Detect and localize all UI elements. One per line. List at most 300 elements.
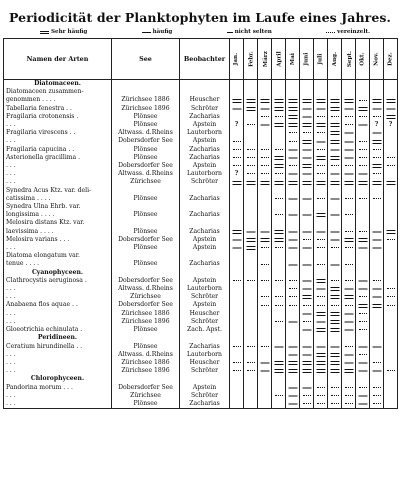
month-cell	[244, 211, 258, 219]
month-cell	[314, 318, 328, 326]
month-cell	[258, 187, 272, 195]
abundance-sehr-haeufig	[316, 353, 325, 357]
month-cell	[286, 80, 300, 89]
abundance-vereinzelt	[331, 387, 339, 389]
month-cell	[356, 252, 370, 260]
month-cell	[244, 400, 258, 409]
lake-cell: Plönsee	[112, 121, 180, 129]
observer-cell	[180, 252, 230, 260]
month-cell	[370, 252, 384, 260]
abundance-sehr-haeufig	[330, 107, 339, 111]
table-row	[4, 277, 398, 285]
month-cell	[370, 211, 384, 219]
abundance-haeufig	[302, 231, 311, 232]
month-cell	[230, 154, 244, 162]
month-cell	[286, 293, 300, 301]
month-cell	[342, 121, 356, 129]
month-cell	[314, 375, 328, 383]
month-cell	[314, 137, 328, 145]
month-cell	[244, 195, 258, 203]
header-month: Mai	[286, 39, 300, 80]
lake-cell: Plönsee	[112, 343, 180, 351]
month-cell	[314, 326, 328, 334]
abundance-sehr-haeufig	[302, 295, 311, 299]
abundance-vereinzelt	[275, 214, 283, 216]
observer-cell: Schröter	[180, 318, 230, 326]
month-cell	[272, 334, 286, 342]
month-cell	[258, 96, 272, 104]
table-row	[4, 88, 398, 96]
month-cell	[342, 293, 356, 301]
lake-cell: Plönsee	[112, 211, 180, 219]
month-cell	[342, 96, 356, 104]
month-cell	[356, 187, 370, 195]
month-cell	[328, 211, 342, 219]
month-cell	[314, 146, 328, 154]
abundance-vereinzelt	[289, 296, 297, 298]
month-cell	[272, 318, 286, 326]
month-cell	[244, 146, 258, 154]
abundance-vereinzelt	[359, 116, 367, 118]
month-cell	[384, 236, 398, 244]
month-cell	[230, 228, 244, 236]
month-cell	[342, 129, 356, 137]
observer-cell: Lauterborn	[180, 351, 230, 359]
month-cell	[272, 129, 286, 137]
month-cell	[384, 129, 398, 137]
month-cell	[230, 260, 244, 268]
month-cell	[342, 384, 356, 392]
observer-cell	[180, 219, 230, 227]
month-cell	[384, 137, 398, 145]
month-cell	[272, 80, 286, 89]
month-cell	[258, 162, 272, 170]
month-cell	[286, 219, 300, 227]
abundance-haeufig	[358, 371, 367, 372]
abundance-vereinzelt	[359, 329, 367, 331]
lake-cell: Zürichsee	[112, 392, 180, 400]
dash-symbol	[227, 32, 233, 33]
month-cell	[258, 228, 272, 236]
month-cell	[328, 236, 342, 244]
month-cell	[370, 137, 384, 145]
month-cell	[342, 326, 356, 334]
month-cell	[300, 178, 314, 186]
month-cell	[314, 228, 328, 236]
observer-cell: Lauterborn	[180, 129, 230, 137]
section-title: Chlorophyceen.	[4, 375, 112, 383]
abundance-haeufig	[330, 198, 339, 199]
month-cell	[286, 170, 300, 178]
month-cell	[370, 113, 384, 121]
abundance-vereinzelt	[289, 305, 297, 307]
abundance-haeufig	[288, 387, 297, 388]
month-cell	[342, 236, 356, 244]
abundance-vereinzelt	[345, 214, 353, 216]
abundance-haeufig	[302, 313, 311, 314]
month-cell	[286, 318, 300, 326]
month-cell	[272, 285, 286, 293]
abundance-sehr-haeufig	[274, 369, 283, 373]
month-cell	[370, 244, 384, 252]
month-cell	[356, 211, 370, 219]
observer-cell: Zacharias	[180, 211, 230, 219]
abundance-vereinzelt	[331, 280, 339, 282]
month-cell	[342, 367, 356, 375]
month-cell	[314, 211, 328, 219]
legend-label: häufig	[152, 29, 173, 35]
month-cell	[328, 301, 342, 309]
month-cell	[356, 367, 370, 375]
abundance-vereinzelt	[247, 362, 255, 364]
abundance-haeufig	[358, 404, 367, 405]
month-cell	[314, 236, 328, 244]
abundance-vereinzelt	[345, 116, 353, 118]
month-cell	[300, 269, 314, 277]
abundance-vereinzelt	[331, 247, 339, 249]
abundance-sehr-haeufig	[246, 181, 255, 185]
month-cell	[356, 301, 370, 309]
month-cell	[328, 187, 342, 195]
month-cell	[272, 170, 286, 178]
abundance-haeufig	[372, 297, 381, 298]
month-cell	[328, 154, 342, 162]
abundance-vereinzelt	[303, 239, 311, 241]
abundance-vereinzelt	[233, 165, 241, 167]
abundance-sehr-haeufig	[386, 115, 395, 119]
month-cell	[342, 170, 356, 178]
abundance-haeufig	[316, 289, 325, 290]
month-cell	[230, 121, 244, 129]
month-cell	[300, 310, 314, 318]
abundance-vereinzelt	[247, 370, 255, 372]
month-cell	[286, 187, 300, 195]
month-cell	[384, 121, 398, 129]
month-cell	[314, 301, 328, 309]
table-row	[4, 260, 398, 268]
month-cell	[370, 293, 384, 301]
abundance-sehr-haeufig	[316, 369, 325, 373]
month-cell	[356, 154, 370, 162]
observer-cell: Apstein	[180, 236, 230, 244]
abundance-haeufig	[344, 157, 353, 158]
abundance-vereinzelt	[275, 280, 283, 282]
abundance-haeufig	[344, 133, 353, 134]
month-cell	[342, 359, 356, 367]
abundance-sehr-haeufig	[316, 156, 325, 160]
abundance-vereinzelt	[317, 305, 325, 307]
abundance-haeufig	[372, 231, 381, 232]
month-cell	[314, 293, 328, 301]
table-row	[4, 351, 398, 359]
abundance-sehr-haeufig	[302, 99, 311, 103]
month-cell	[342, 351, 356, 359]
month-cell	[314, 187, 328, 195]
abundance-vereinzelt	[261, 264, 269, 266]
month-cell	[244, 310, 258, 318]
month-cell	[258, 170, 272, 178]
observer-cell: Zacharias	[180, 343, 230, 351]
abundance-vereinzelt	[373, 198, 381, 200]
month-cell	[300, 301, 314, 309]
abundance-sehr-haeufig	[288, 107, 297, 111]
abundance-vereinzelt	[317, 387, 325, 389]
abundance-haeufig	[344, 354, 353, 355]
abundance-haeufig	[302, 108, 311, 109]
month-cell	[258, 203, 272, 211]
month-cell	[356, 277, 370, 285]
abundance-sehr-haeufig	[302, 181, 311, 185]
month-cell	[314, 219, 328, 227]
month-cell	[258, 80, 272, 89]
month-cell	[328, 105, 342, 113]
abundance-vereinzelt	[359, 231, 367, 233]
month-cell	[342, 219, 356, 227]
header-month: Okt.	[356, 39, 370, 80]
abundance-vereinzelt	[275, 296, 283, 298]
observer-cell: Zacharias	[180, 146, 230, 154]
month-cell	[384, 318, 398, 326]
abundance-haeufig	[302, 116, 311, 117]
species-name: Diatoma elongatum var.	[4, 252, 112, 260]
month-cell	[342, 178, 356, 186]
species-name: Ceratium hirundinella . .	[4, 343, 112, 351]
section-title: Diatomaceen.	[4, 80, 112, 89]
month-cell	[230, 170, 244, 178]
month-cell	[370, 203, 384, 211]
abundance-vereinzelt	[303, 305, 311, 307]
abundance-sehr-haeufig	[330, 369, 339, 373]
month-cell	[230, 178, 244, 186]
month-cell	[286, 146, 300, 154]
month-cell	[356, 343, 370, 351]
month-cell	[356, 105, 370, 113]
abundance-vereinzelt	[317, 173, 325, 175]
lake-cell: Plönsee	[112, 146, 180, 154]
abundance-sehr-haeufig	[330, 287, 339, 291]
table-row	[4, 121, 398, 129]
month-cell	[286, 384, 300, 392]
month-cell	[286, 203, 300, 211]
abundance-haeufig	[316, 321, 325, 322]
abundance-sehr-haeufig	[372, 164, 381, 168]
abundance-vereinzelt	[275, 116, 283, 118]
month-cell	[244, 113, 258, 121]
abundance-vereinzelt	[317, 264, 325, 266]
month-cell	[286, 178, 300, 186]
abundance-sehr-haeufig	[344, 181, 353, 185]
abundance-vereinzelt	[373, 280, 381, 282]
month-cell	[314, 392, 328, 400]
month-cell	[300, 244, 314, 252]
month-cell	[356, 260, 370, 268]
month-cell	[286, 269, 300, 277]
table-row	[4, 285, 398, 293]
abundance-vereinzelt	[331, 403, 339, 405]
month-cell	[258, 129, 272, 137]
lake-cell: Dobersdorfer See	[112, 236, 180, 244]
month-cell	[356, 195, 370, 203]
abundance-vereinzelt	[317, 165, 325, 167]
month-cell	[328, 80, 342, 89]
month-cell	[300, 113, 314, 121]
month-cell	[244, 285, 258, 293]
month-cell	[356, 236, 370, 244]
abundance-sehr-haeufig	[344, 295, 353, 299]
abundance-vereinzelt	[387, 165, 395, 167]
abundance-sehr-haeufig	[330, 140, 339, 144]
abundance-haeufig	[372, 239, 381, 240]
abundance-haeufig	[302, 215, 311, 216]
month-cell	[300, 384, 314, 392]
month-cell	[230, 211, 244, 219]
observer-cell: Apstein	[180, 137, 230, 145]
lake-cell: Plönsee	[112, 244, 180, 252]
abundance-haeufig	[260, 231, 269, 232]
species-name: . . .	[4, 162, 112, 170]
month-cell	[370, 219, 384, 227]
month-cell	[328, 260, 342, 268]
abundance-vereinzelt	[345, 346, 353, 348]
section-row	[4, 334, 398, 342]
month-cell	[384, 162, 398, 170]
abundance-sehr-haeufig	[246, 107, 255, 111]
abundance-haeufig	[288, 264, 297, 265]
abundance-vereinzelt	[289, 132, 297, 134]
abundance-haeufig	[372, 346, 381, 347]
abundance-haeufig	[302, 264, 311, 265]
month-cell	[258, 113, 272, 121]
abundance-vereinzelt	[373, 157, 381, 159]
abundance-haeufig	[302, 157, 311, 158]
lake-cell: Dobersdorfer See	[112, 277, 180, 285]
month-cell	[230, 129, 244, 137]
month-cell	[258, 219, 272, 227]
species-name: . . .	[4, 318, 112, 326]
abundance-haeufig	[344, 330, 353, 331]
month-cell	[356, 146, 370, 154]
month-cell	[230, 359, 244, 367]
abundance-haeufig	[344, 174, 353, 175]
abundance-vereinzelt	[317, 198, 325, 200]
month-cell	[342, 105, 356, 113]
abundance-sehr-haeufig	[344, 99, 353, 103]
month-cell	[342, 375, 356, 383]
month-cell	[370, 121, 384, 129]
month-cell	[384, 260, 398, 268]
abundance-sehr-haeufig	[330, 295, 339, 299]
month-cell	[328, 146, 342, 154]
species-name: Synedra Ulna Ehrb. var.	[4, 203, 112, 211]
month-cell	[230, 252, 244, 260]
observer-cell: Schröter	[180, 392, 230, 400]
abundance-vereinzelt	[345, 403, 353, 405]
month-cell	[370, 310, 384, 318]
abundance-sehr-haeufig	[330, 312, 339, 316]
abundance-vereinzelt	[247, 124, 255, 126]
month-cell	[286, 121, 300, 129]
abundance-sehr-haeufig	[344, 238, 353, 242]
observer-cell: Zacharias	[180, 260, 230, 268]
abundance-haeufig	[232, 239, 241, 240]
month-cell	[300, 129, 314, 137]
month-cell	[230, 96, 244, 104]
month-cell	[370, 154, 384, 162]
abundance-vereinzelt	[233, 346, 241, 348]
month-cell	[230, 269, 244, 277]
abundance-vereinzelt	[261, 280, 269, 282]
month-cell	[300, 195, 314, 203]
month-cell	[328, 293, 342, 301]
month-cell	[272, 195, 286, 203]
lake-cell	[112, 334, 180, 342]
month-cell	[370, 187, 384, 195]
abundance-haeufig	[288, 215, 297, 216]
abundance-sehr-haeufig	[386, 230, 395, 234]
lake-cell: Altwass. d.Rheins	[112, 351, 180, 359]
month-cell	[370, 277, 384, 285]
species-name: Fragilaria crotonensis .	[4, 113, 112, 121]
month-cell	[314, 277, 328, 285]
abundance-sehr-haeufig	[330, 99, 339, 103]
abundance-sehr-haeufig	[302, 140, 311, 144]
abundance-vereinzelt	[359, 313, 367, 315]
month-cell	[286, 154, 300, 162]
header-see: See	[112, 39, 180, 80]
month-cell	[230, 195, 244, 203]
table-row	[4, 301, 398, 309]
month-cell	[230, 236, 244, 244]
observer-cell: Apstein	[180, 384, 230, 392]
table-row	[4, 367, 398, 375]
month-cell	[286, 375, 300, 383]
abundance-vereinzelt	[317, 395, 325, 397]
month-cell	[384, 195, 398, 203]
month-cell	[286, 96, 300, 104]
month-cell	[328, 375, 342, 383]
month-cell	[300, 400, 314, 409]
lake-cell: Plönsee	[112, 228, 180, 236]
header-row	[4, 39, 398, 80]
month-cell	[286, 129, 300, 137]
month-cell	[300, 88, 314, 96]
month-cell	[328, 113, 342, 121]
species-name: Tabellaria fenestra . .	[4, 105, 112, 113]
month-cell	[314, 162, 328, 170]
table-row	[4, 146, 398, 154]
table-row	[4, 252, 398, 260]
month-cell	[342, 260, 356, 268]
month-cell	[314, 113, 328, 121]
table-row	[4, 211, 398, 219]
abundance-vereinzelt	[345, 124, 353, 126]
species-name: Synedra Acus Ktz. var. deli-	[4, 187, 112, 195]
month-cell	[314, 96, 328, 104]
species-name: catissima . . . .	[4, 195, 112, 203]
month-cell	[230, 105, 244, 113]
month-cell	[258, 88, 272, 96]
month-cell	[244, 334, 258, 342]
abundance-sehr-haeufig	[288, 115, 297, 119]
abundance-sehr-haeufig	[302, 164, 311, 168]
month-cell	[244, 178, 258, 186]
month-cell	[314, 334, 328, 342]
table-row	[4, 195, 398, 203]
month-cell	[230, 285, 244, 293]
species-name: Anabaena flos aquae . .	[4, 301, 112, 309]
abundance-sehr-haeufig	[330, 123, 339, 127]
month-cell	[244, 277, 258, 285]
